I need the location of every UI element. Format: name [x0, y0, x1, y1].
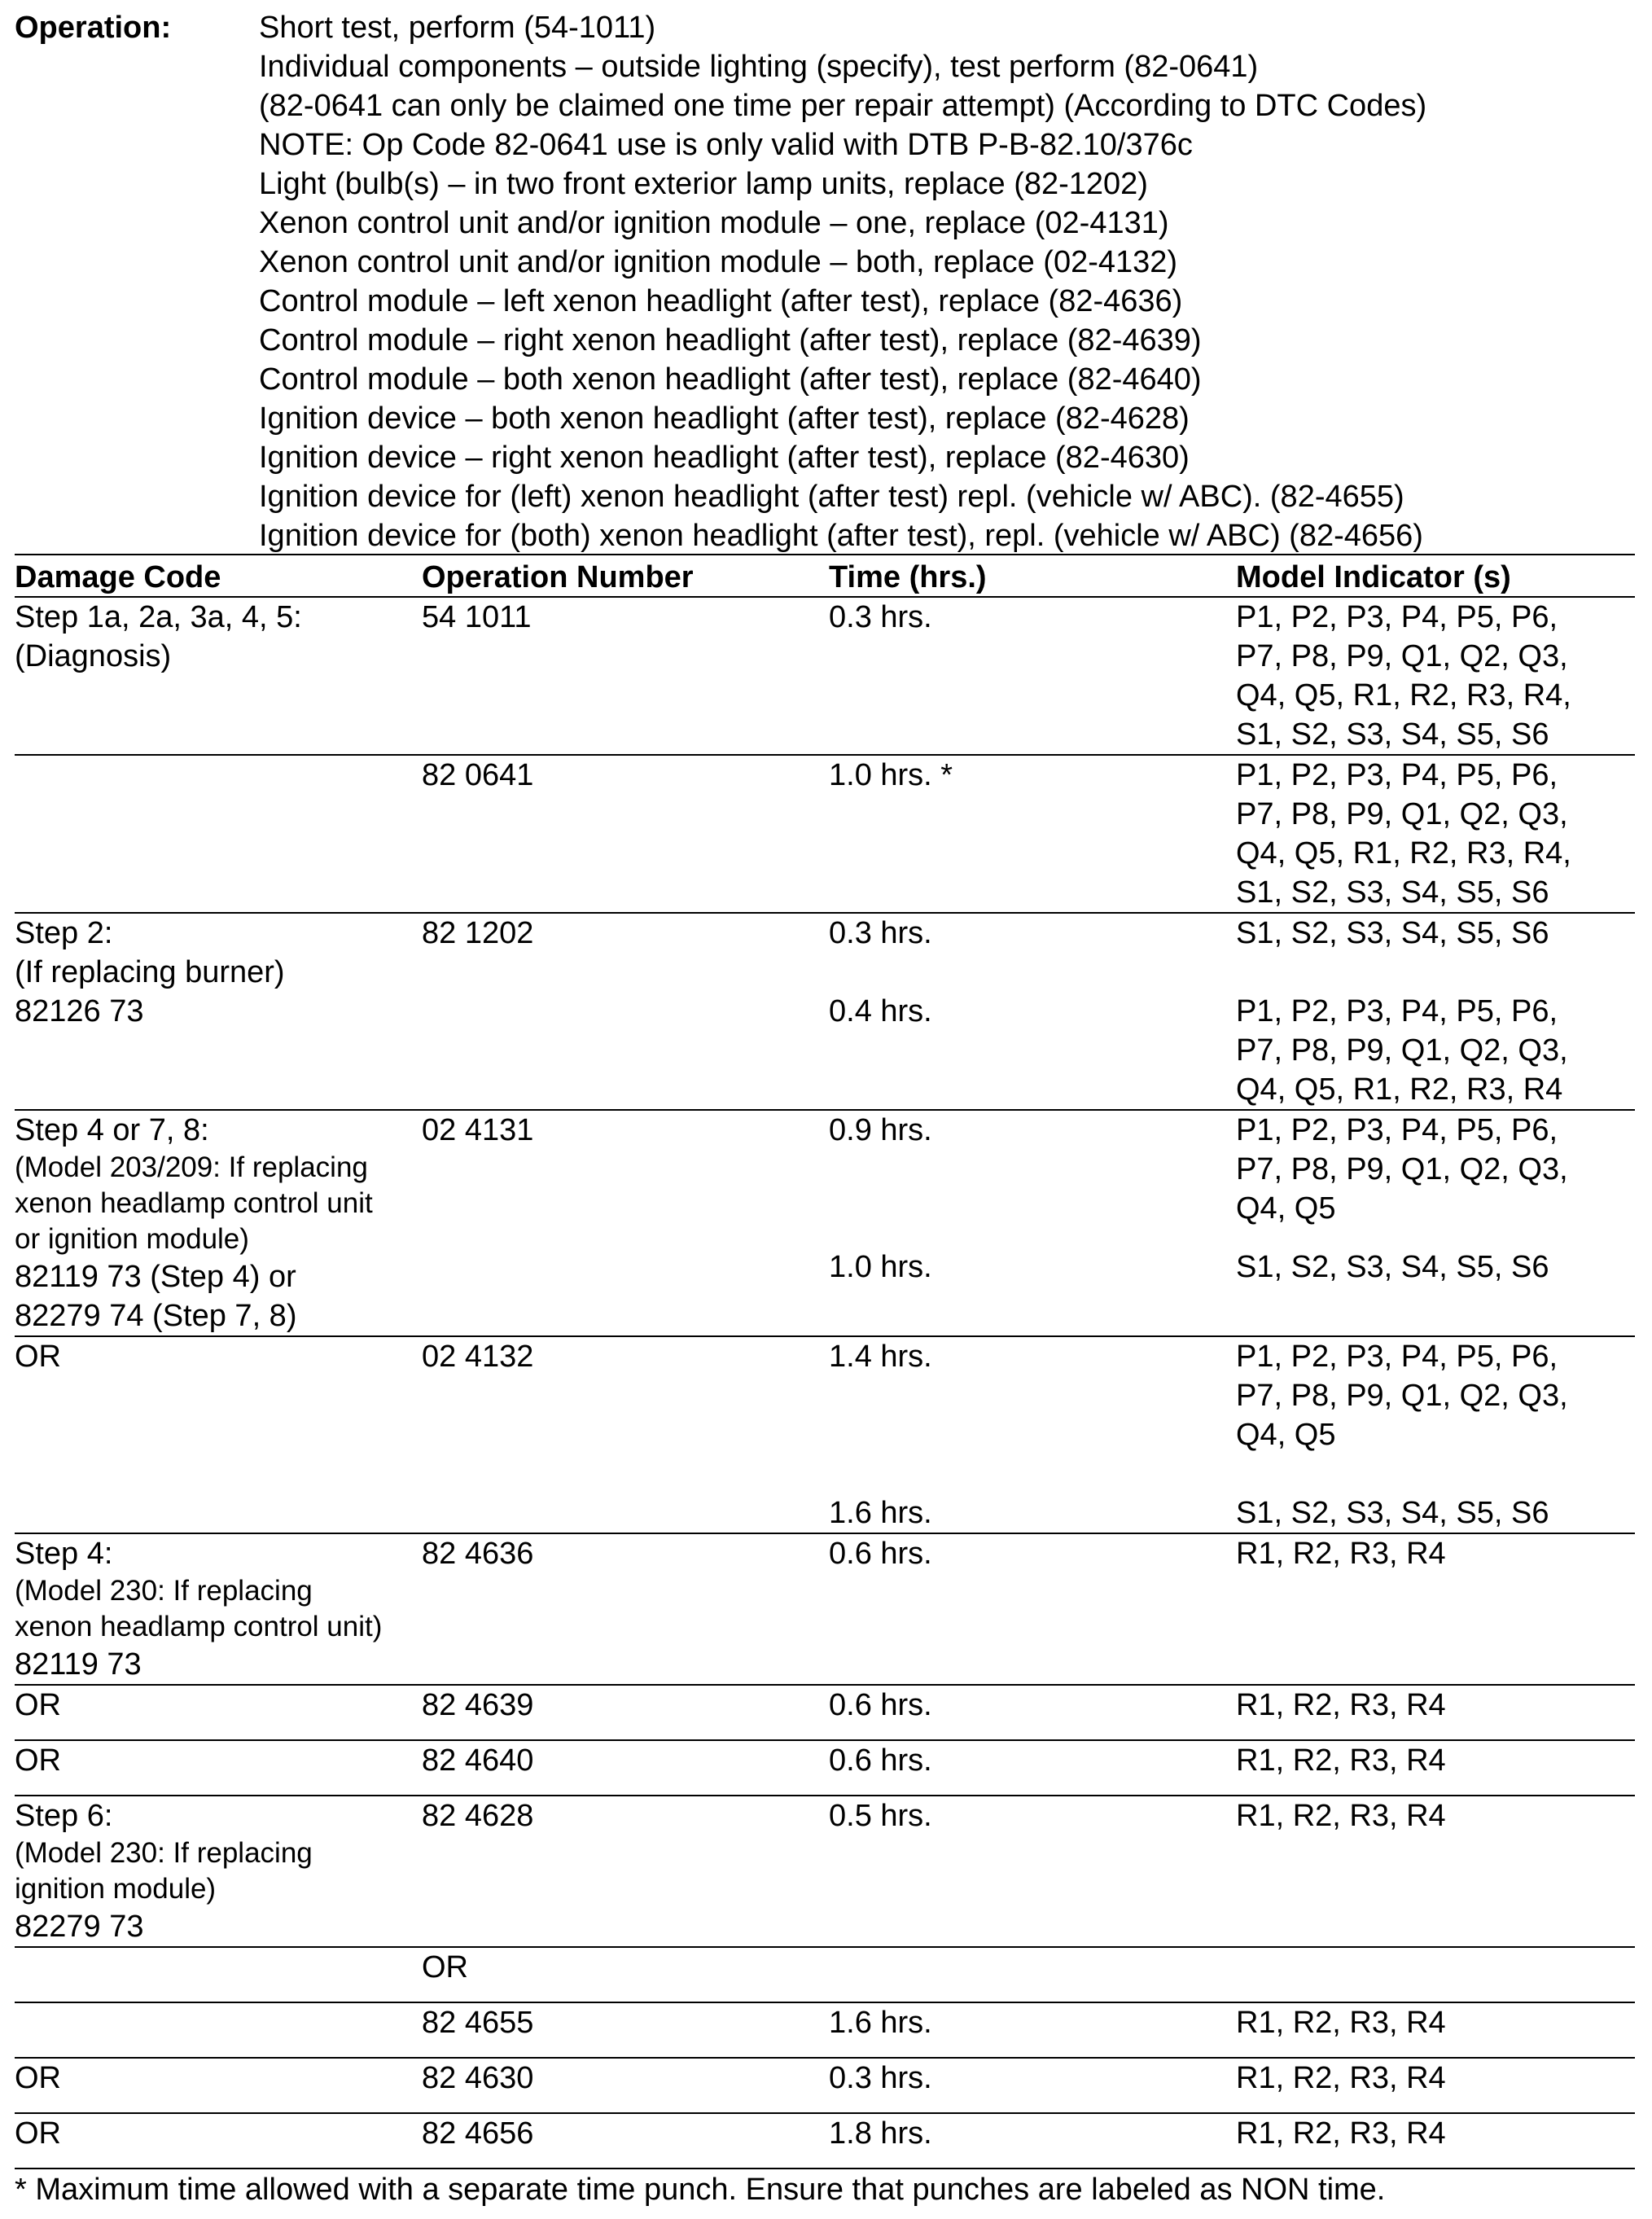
table-row	[15, 1796, 1635, 1947]
model-line: P1, P2, P3, P4, P5, P6,	[1236, 994, 1558, 1028]
operation-line: Control module – right xenon headlight (after test), replace (82-4639)	[259, 323, 1202, 357]
operation-line: Control module – both xenon headlight (after test), replace (82-4640)	[259, 362, 1202, 397]
damage-code-line: 82119 73	[15, 1647, 142, 1682]
model-indicator-cell: R1, R2, R3, R4	[1236, 2002, 1635, 2058]
model-line: P7, P8, P9, Q1, Q2, Q3,	[1236, 639, 1568, 673]
damage-code-note: (Model 230: If replacing	[15, 1575, 313, 1607]
operation-number-cell: OR	[422, 1947, 829, 2002]
table-row	[15, 1740, 1635, 1796]
table-header-row	[15, 555, 1635, 597]
model-line: Q4, Q5, R1, R2, R3, R4	[1236, 1072, 1563, 1107]
time-cell: 1.0 hrs. *	[829, 755, 1236, 913]
operation-number-cell: 82 4640	[422, 1740, 829, 1796]
damage-code-note: xenon headlamp control unit	[15, 1187, 373, 1219]
model-line: Q4, Q5, R1, R2, R3, R4,	[1236, 836, 1571, 870]
table-row	[15, 1533, 1635, 1685]
operation-line: Control module – left xenon headlight (after test), replace (82-4636)	[259, 284, 1183, 318]
operation-number-cell: 82 4630	[422, 2058, 829, 2113]
model-line: S1, S2, S3, S4, S5, S6	[1236, 717, 1549, 752]
table-row	[15, 2113, 1635, 2169]
damage-code-cell	[15, 913, 422, 1110]
time-cell	[829, 1336, 1236, 1533]
damage-code-line: (Diagnosis)	[15, 639, 172, 673]
operation-number-cell: 54 1011	[422, 597, 829, 755]
labor-table	[15, 554, 1635, 2169]
time-value: 1.6 hrs.	[829, 1496, 932, 1530]
time-cell: 0.3 hrs.	[829, 597, 1236, 755]
damage-code-cell: OR	[15, 1685, 422, 1740]
operation-number-cell: 02 4131	[422, 1110, 829, 1336]
model-line: P1, P2, P3, P4, P5, P6,	[1236, 600, 1558, 634]
time-value: 1.0 hrs.	[829, 1250, 932, 1284]
operation-number-cell: 82 4656	[422, 2113, 829, 2169]
table-row	[15, 597, 1635, 755]
damage-code-cell	[15, 1336, 422, 1533]
damage-code-note: (Model 203/209: If replacing	[15, 1151, 368, 1183]
time-cell: 1.6 hrs.	[829, 2002, 1236, 2058]
damage-code-line: Step 2:	[15, 916, 113, 950]
damage-code-cell	[15, 755, 422, 913]
time-cell: 1.8 hrs.	[829, 2113, 1236, 2169]
model-indicator-cell: R1, R2, R3, R4	[1236, 1796, 1635, 1947]
footnote: * Maximum time allowed with a separate time punch. Ensure that punches are labeled as NON time.	[15, 2173, 1386, 2207]
model-line: P1, P2, P3, P4, P5, P6,	[1236, 1340, 1558, 1374]
header-damage-code: Damage Code	[15, 555, 422, 597]
damage-code-cell	[15, 2002, 422, 2058]
time-cell	[829, 1947, 1236, 2002]
operation-line: Ignition device – right xenon headlight (after test), replace (82-4630)	[259, 441, 1190, 475]
table-row	[15, 755, 1635, 913]
damage-code-line: OR	[15, 1340, 61, 1374]
operation-label: Operation:	[15, 11, 172, 45]
operation-line: NOTE: Op Code 82-0641 use is only valid with DTB P-B-82.10/376c	[259, 128, 1193, 162]
table-row	[15, 1947, 1635, 2002]
damage-code-cell	[15, 1796, 422, 1947]
model-indicator-cell: R1, R2, R3, R4	[1236, 2058, 1635, 2113]
operation-number-cell: 82 0641	[422, 755, 829, 913]
operation-number-cell: 82 4655	[422, 2002, 829, 2058]
header-time: Time (hrs.)	[829, 555, 1236, 597]
operation-number-cell: 82 4639	[422, 1685, 829, 1740]
model-line: S1, S2, S3, S4, S5, S6	[1236, 1496, 1549, 1530]
operation-list	[259, 8, 1426, 555]
operation-line: Short test, perform (54-1011)	[259, 11, 656, 45]
damage-code-line: 82126 73	[15, 994, 144, 1028]
time-cell	[829, 913, 1236, 1110]
operation-line: Light (bulb(s) – in two front exterior lamp units, replace (82-1202)	[259, 167, 1148, 201]
operation-number-cell: 82 1202	[422, 913, 829, 1110]
operation-number-cell: 02 4132	[422, 1336, 829, 1533]
model-indicator-cell	[1236, 1947, 1635, 2002]
model-line: P7, P8, P9, Q1, Q2, Q3,	[1236, 1152, 1568, 1186]
damage-code-note: ignition module)	[15, 1873, 217, 1905]
operation-number-cell: 82 4628	[422, 1796, 829, 1947]
table-row	[15, 913, 1635, 1110]
table-row	[15, 1336, 1635, 1533]
model-indicator-cell	[1236, 913, 1635, 1110]
model-indicator-cell	[1236, 597, 1635, 755]
header-model-indicator: Model Indicator (s)	[1236, 555, 1635, 597]
time-value: 0.3 hrs.	[829, 916, 932, 950]
operation-line: Xenon control unit and/or ignition module – one, replace (02-4131)	[259, 206, 1169, 240]
model-indicator-cell	[1236, 1110, 1635, 1336]
operation-line: Ignition device for (left) xenon headlight (after test) repl. (vehicle w/ ABC). (82-4655)	[259, 480, 1404, 514]
model-line: P7, P8, P9, Q1, Q2, Q3,	[1236, 797, 1568, 831]
table-row	[15, 2058, 1635, 2113]
table-row	[15, 1110, 1635, 1336]
damage-code-note: or ignition module)	[15, 1223, 249, 1255]
damage-code-line: Step 4 or 7, 8:	[15, 1113, 209, 1147]
header-operation-number: Operation Number	[422, 555, 829, 597]
model-line: P7, P8, P9, Q1, Q2, Q3,	[1236, 1379, 1568, 1413]
model-indicator-cell	[1236, 1336, 1635, 1533]
model-indicator-cell: R1, R2, R3, R4	[1236, 1685, 1635, 1740]
operation-line: Ignition device for (both) xenon headlight (after test), repl. (vehicle w/ ABC) (82-4656)	[259, 519, 1423, 553]
model-indicator-cell: R1, R2, R3, R4	[1236, 1740, 1635, 1796]
model-line: Q4, Q5, R1, R2, R3, R4,	[1236, 678, 1571, 713]
damage-code-line: Step 6:	[15, 1799, 113, 1833]
damage-code-cell	[15, 1533, 422, 1685]
damage-code-line: Step 4:	[15, 1537, 113, 1571]
damage-code-line: 82279 73	[15, 1910, 144, 1944]
damage-code-cell: OR	[15, 2058, 422, 2113]
model-line: Q4, Q5	[1236, 1418, 1336, 1452]
model-indicator-cell: R1, R2, R3, R4	[1236, 1533, 1635, 1685]
operation-number-cell: 82 4636	[422, 1533, 829, 1685]
model-indicator-cell	[1236, 755, 1635, 913]
operation-line: Xenon control unit and/or ignition module – both, replace (02-4132)	[259, 245, 1178, 279]
time-cell: 0.6 hrs.	[829, 1533, 1236, 1685]
time-cell: 0.3 hrs.	[829, 2058, 1236, 2113]
operation-line: (82-0641 can only be claimed one time per repair attempt) (According to DTC Codes)	[259, 89, 1427, 123]
damage-code-cell	[15, 1947, 422, 2002]
damage-code-line: (If replacing burner)	[15, 955, 285, 989]
damage-code-note: (Model 230: If replacing	[15, 1837, 313, 1869]
damage-code-note: xenon headlamp control unit)	[15, 1611, 383, 1642]
model-line: P1, P2, P3, P4, P5, P6,	[1236, 758, 1558, 792]
damage-code-cell	[15, 1110, 422, 1336]
model-line: P1, P2, P3, P4, P5, P6,	[1236, 1113, 1558, 1147]
time-cell: 0.6 hrs.	[829, 1685, 1236, 1740]
time-value: 1.4 hrs.	[829, 1340, 932, 1374]
model-line: S1, S2, S3, S4, S5, S6	[1236, 1250, 1549, 1284]
time-cell	[829, 1110, 1236, 1336]
time-cell: 0.6 hrs.	[829, 1740, 1236, 1796]
time-value: 0.9 hrs.	[829, 1113, 932, 1147]
damage-code-cell: OR	[15, 1740, 422, 1796]
operation-line: Individual components – outside lighting (specify), test perform (82-0641)	[259, 50, 1259, 84]
table-row	[15, 1685, 1635, 1740]
operation-line: Ignition device – both xenon headlight (after test), replace (82-4628)	[259, 401, 1190, 436]
damage-code-cell: OR	[15, 2113, 422, 2169]
model-line: S1, S2, S3, S4, S5, S6	[1236, 875, 1549, 910]
model-line: S1, S2, S3, S4, S5, S6	[1236, 916, 1549, 950]
damage-code-line: 82279 74 (Step 7, 8)	[15, 1299, 297, 1333]
model-indicator-cell: R1, R2, R3, R4	[1236, 2113, 1635, 2169]
model-line: Q4, Q5	[1236, 1191, 1336, 1226]
damage-code-line: 82119 73 (Step 4) or	[15, 1260, 296, 1294]
table-row	[15, 2002, 1635, 2058]
time-value: 0.4 hrs.	[829, 994, 932, 1028]
time-cell: 0.5 hrs.	[829, 1796, 1236, 1947]
model-line: P7, P8, P9, Q1, Q2, Q3,	[1236, 1033, 1568, 1068]
damage-code-cell	[15, 597, 422, 755]
damage-code-line: Step 1a, 2a, 3a, 4, 5:	[15, 600, 302, 634]
